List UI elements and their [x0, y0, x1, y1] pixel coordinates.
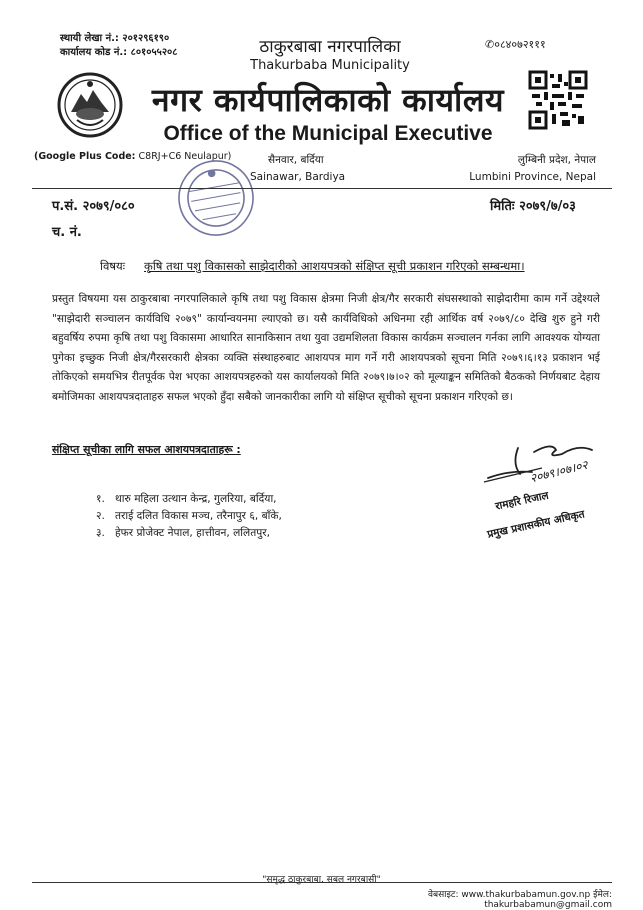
- list-item-text: तराई दलित विकास मञ्च, तरैनापुर ६, बाँके,: [115, 510, 282, 522]
- phone-icon: ✆: [485, 38, 495, 51]
- google-plus-value: C8RJ+C6 Neulapur): [138, 151, 232, 162]
- nepal-emblem-icon: [57, 72, 123, 138]
- website-link[interactable]: www.thakurbabamun.gov.np: [461, 890, 591, 900]
- phone-line: [485, 37, 546, 52]
- email-label: ईमेल:: [593, 890, 612, 900]
- municipality-name-en: Thakurbaba Municipality: [250, 58, 410, 73]
- province-np: लुम्बिनी प्रदेश, नेपाल: [517, 154, 596, 166]
- footer-contact: [312, 887, 612, 910]
- phone-number: ०८४०७२१११: [494, 38, 546, 51]
- address-en: Sainawar, Bardiya: [250, 171, 346, 183]
- google-plus-label: (Google Plus Code:: [34, 151, 136, 162]
- province-en: Lumbini Province, Nepal: [469, 171, 596, 183]
- office-code-line: कार्यालय कोड नं.: ८०१०५५२०८: [60, 47, 178, 58]
- address-np: सैनवार, बर्दिया: [268, 154, 324, 166]
- signatory-title: प्रमुख प्रशासकीय अधिकृत: [486, 508, 586, 541]
- list-item-number: १.: [96, 493, 105, 505]
- list-item-text: थारु महिला उत्थान केन्द्र, गुलरिया, बर्दिया,: [115, 493, 277, 505]
- signatory-name: रामहरि रिजाल: [494, 489, 550, 513]
- office-code-value: ८०१०५५२०८: [130, 47, 178, 58]
- letter-number: प.सं. २०७९/०८०: [52, 199, 135, 214]
- footer-slogan: "समृद्ध ठाकुरबाबा, सबल नगरबासी": [262, 875, 381, 885]
- list-item-number: २.: [96, 510, 105, 522]
- office-title-en: Office of the Municipal Executive: [163, 122, 493, 145]
- permanent-account-line: स्थायी लेखा नं.: २०१२९६१९०: [60, 33, 170, 44]
- subject-label: विषयः: [100, 259, 126, 273]
- office-code-label: कार्यालय कोड नं.: [60, 47, 124, 58]
- list-item: [96, 525, 270, 542]
- email-link[interactable]: thakurbabamun@gmail.com: [484, 900, 612, 910]
- permanent-account-value: २०१२९६१९०: [122, 33, 170, 44]
- footer-divider: [32, 882, 612, 883]
- header-divider: [32, 188, 612, 189]
- list-item-number: ३.: [96, 527, 105, 539]
- municipality-name-np: ठाकुरबाबा नगरपालिका: [259, 37, 401, 57]
- list-item-text: हेफर प्रोजेक्ट नेपाल, हात्तीवन, ललितपुर,: [115, 527, 270, 539]
- permanent-account-label: स्थायी लेखा नं.: [60, 33, 115, 44]
- office-title-np: नगर कार्यपालिकाको कार्यालय: [151, 81, 505, 119]
- letter-date: मितिः २०७९/७/०३: [490, 199, 576, 214]
- list-heading: संक्षिप्त सूचीका लागि सफल आशयपत्रदाताहरू :: [52, 443, 241, 456]
- subject-text: कृषि तथा पशु विकासको साझेदारीको आशयपत्रको संक्षिप्त सूची प्रकाशन गरिएको सम्बन्धमा।: [144, 259, 525, 273]
- list-item: [96, 491, 277, 508]
- website-label: वेबसाइट:: [427, 890, 459, 900]
- body-paragraph: प्रस्तुत विषयमा यस ठाकुरबाबा नगरपालिकाले कृषि तथा पशु विकास क्षेत्रमा निजी क्षेत्र/गैर सरकारी संघसस्थाको साझेदारीमा काम गर्ने उद्देश्यले "साझेदारी सञ्चालन कार्यविधि २०७९" कार्यान्वयनमा ल्याएको छ। यसै कार्यविधिको अधिनमा रही आर्थिक वर्ष २०७९/८० देखि शुरु हुने गरी बहुवर्षिय रुपमा कृषि तथा पशु विकासमा आधारित सानाकिसान तथा युवा उद्यमशिलता विकास कार्यक्रम सञ्चालन गर्नका लागि आवश्यक योग्यता पुगेका इच्छुक निजी क्षेत्र/गैरसरकारी क्षेत्रका व्यक्ति संस्थाहरुबाट आशयपत्र माग गर्ने गरी आशयपत्रको सूचना मिति २०७९।६।१३ प्रकाशन भई तोकिएको समयभित्र रीतपूर्वक पेश भएका आशयपत्रहरुको यस कार्यालयको मिति २०७९।७।०२ को मूल्याङ्कन समितिको बैठकको निर्णयबाट देहाय बमोजिमका आशयपत्रदाताहरु सफल भएको हुँदा सबैको जानकारीका लागि यो संक्षिप्त सूचीको सूचना प्रकाशन गरिएको छ।: [52, 293, 600, 403]
- office-stamp-icon: [175, 157, 257, 239]
- qr-code-icon: [528, 70, 588, 130]
- handwritten-date: २०७९।०७।०२: [528, 457, 590, 486]
- dispatch-number: च. नं.: [52, 225, 82, 240]
- list-item: [96, 508, 282, 525]
